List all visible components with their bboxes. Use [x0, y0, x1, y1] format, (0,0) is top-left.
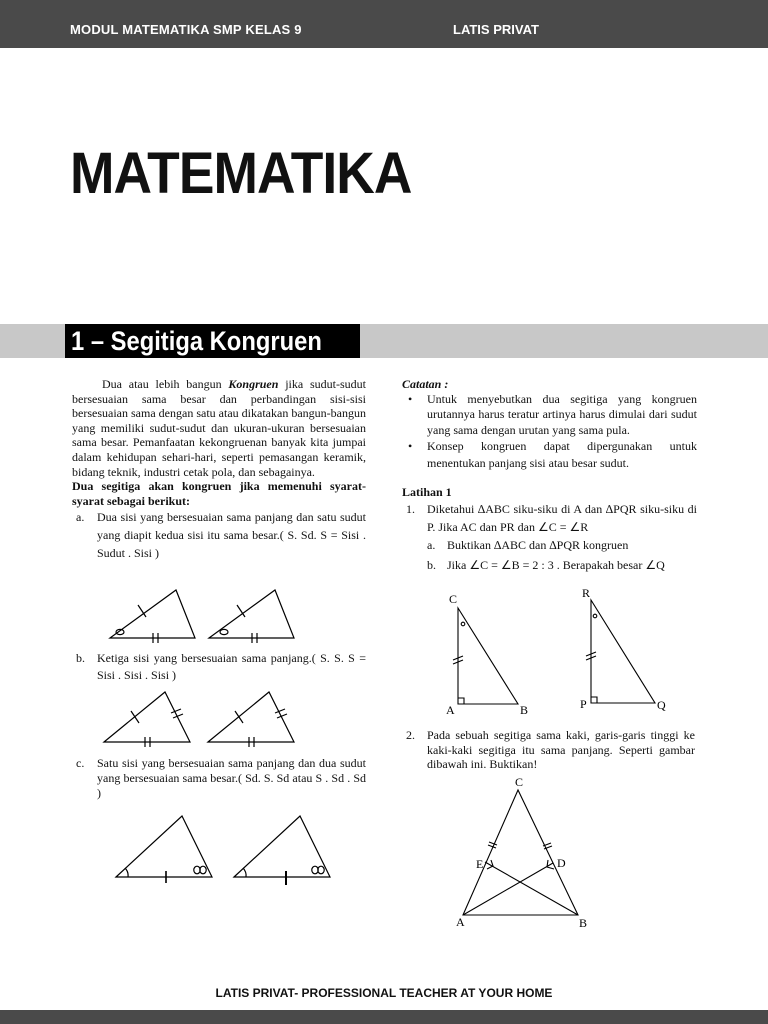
item-text: Dua sisi yang bersesuaian sama panjang dan satu sudut yang diapit kedua sisi itu sama besar.( S. Sd. S = Sisi . Sudut . Sisi ) — [97, 510, 366, 561]
footer-text: LATIS PRIVAT- PROFESSIONAL TEACHER AT YOUR HOME — [215, 986, 553, 1000]
header-bar — [0, 0, 768, 48]
part-text: Buktikan ∆ABC dan ∆PQR kongruen — [447, 537, 629, 552]
label-q: Q — [657, 698, 666, 712]
question-2 — [402, 728, 695, 772]
label-p: P — [580, 697, 587, 711]
left-column-intro — [72, 377, 366, 562]
note-text: Untuk menyebutkan dua segitiga yang kongruen urutannya harus teratur artinya harus dimulai dari sudut yang sama dengan urutan yang sama pula. — [427, 391, 697, 437]
triangle-pqr — [586, 600, 655, 703]
question-1-part-a — [427, 536, 697, 554]
label-r: R — [582, 586, 591, 600]
question-text: Diketahui ∆ABC siku-siku di A dan ∆PQR siku-siku di P. Jika AC dan PR dan ∠C = ∠R — [427, 501, 697, 534]
condition-item-b — [72, 650, 366, 684]
section-title: 1 – Segitiga Kongruen — [71, 326, 322, 356]
asa-triangle-2 — [234, 816, 330, 885]
part-marker: b. — [427, 557, 436, 572]
right-column-exercise — [402, 485, 697, 574]
sas-triangle-2 — [209, 590, 294, 643]
condition-item-a — [72, 508, 366, 562]
intro-keyword: Kongruen — [228, 377, 279, 391]
exercise-heading: Latihan 1 — [402, 485, 452, 499]
sss-triangle-1 — [104, 692, 190, 747]
condition-item-c — [72, 756, 366, 801]
notes-heading: Catatan : — [402, 377, 449, 391]
left-column-item-b — [72, 650, 366, 684]
section-title-box — [65, 324, 360, 358]
triangle-abc — [453, 608, 518, 704]
page-title: MATEMATIKA — [70, 141, 412, 206]
question-text: Pada sebuah segitiga sama kaki, garis-garis tinggi ke kaki-kaki segitiga itu sama panjang. Seperti gambar dibawah ini. Buktikan! — [427, 728, 695, 771]
item-marker: a. — [76, 510, 85, 525]
bullet-icon: • — [408, 439, 413, 454]
question-1 — [402, 500, 697, 574]
item-marker: b. — [76, 651, 85, 665]
label-c-iso: C — [515, 775, 524, 789]
intro-paragraph — [72, 377, 366, 479]
item-text: Satu sisi yang bersesuaian sama panjang dan dua sudut yang bersesuaian sama besar.( Sd. S. Sd atau S . Sd . Sd ) — [97, 756, 366, 800]
part-text: Jika ∠C = ∠B = 2 : 3 . Berapakah besar ∠Q — [447, 557, 665, 572]
item-marker: c. — [76, 756, 85, 770]
bullet-icon: • — [408, 391, 413, 406]
intro-text-start: Dua atau lebih bangun — [102, 377, 229, 391]
sas-triangle-1 — [110, 590, 195, 643]
label-c: C — [449, 592, 458, 606]
isosceles-triangle — [463, 790, 578, 915]
label-a: A — [446, 703, 455, 717]
part-marker: a. — [427, 537, 436, 552]
header-module-title: MODUL MATEMATIKA SMP KELAS 9 — [70, 22, 302, 37]
question-number: 2. — [406, 728, 415, 742]
question-1-part-b — [427, 556, 697, 574]
label-d: D — [557, 856, 566, 870]
note-item — [402, 438, 697, 472]
item-text: Ketiga sisi yang bersesuaian sama panjang.( S. S. S = Sisi . Sisi . Sisi ) — [97, 651, 366, 682]
intro-text-rest: jika sudut-sudut bersesuaian sama besar dan perbandingan sisi-sisi bersesuaian sama dengan satu atau dikatakan bangun-bangun yang memiliki sudut-sudut dan ukuran-ukuran bersesuaian sama besar. Pemanfaatan kekongruenan banyak kita jumpai dalam kehidupan sehari-hari, seperti pemasangan keramik, bidang teknik, industri cetak pola, dan sebagainya. — [72, 377, 366, 479]
footer-bar — [0, 1010, 768, 1024]
left-column-item-c — [72, 756, 366, 801]
label-a-iso: A — [456, 915, 465, 929]
label-b: B — [520, 703, 529, 717]
right-column-question-2 — [402, 728, 695, 772]
asa-triangle-1 — [116, 816, 212, 883]
note-item — [402, 392, 697, 439]
label-b-iso: B — [579, 916, 588, 930]
label-e: E — [476, 857, 484, 871]
right-column-notes — [402, 377, 697, 472]
sss-triangle-2 — [208, 692, 294, 747]
question-number: 1. — [406, 501, 415, 516]
condition-heading: Dua segitiga akan kongruen jika memenuhi syarat-syarat sebagai berikut: — [72, 479, 366, 508]
header-brand: LATIS PRIVAT — [453, 22, 539, 37]
note-text: Konsep kongruen dapat dipergunakan untuk menentukan panjang sisi atau besar sudut. — [427, 439, 697, 471]
